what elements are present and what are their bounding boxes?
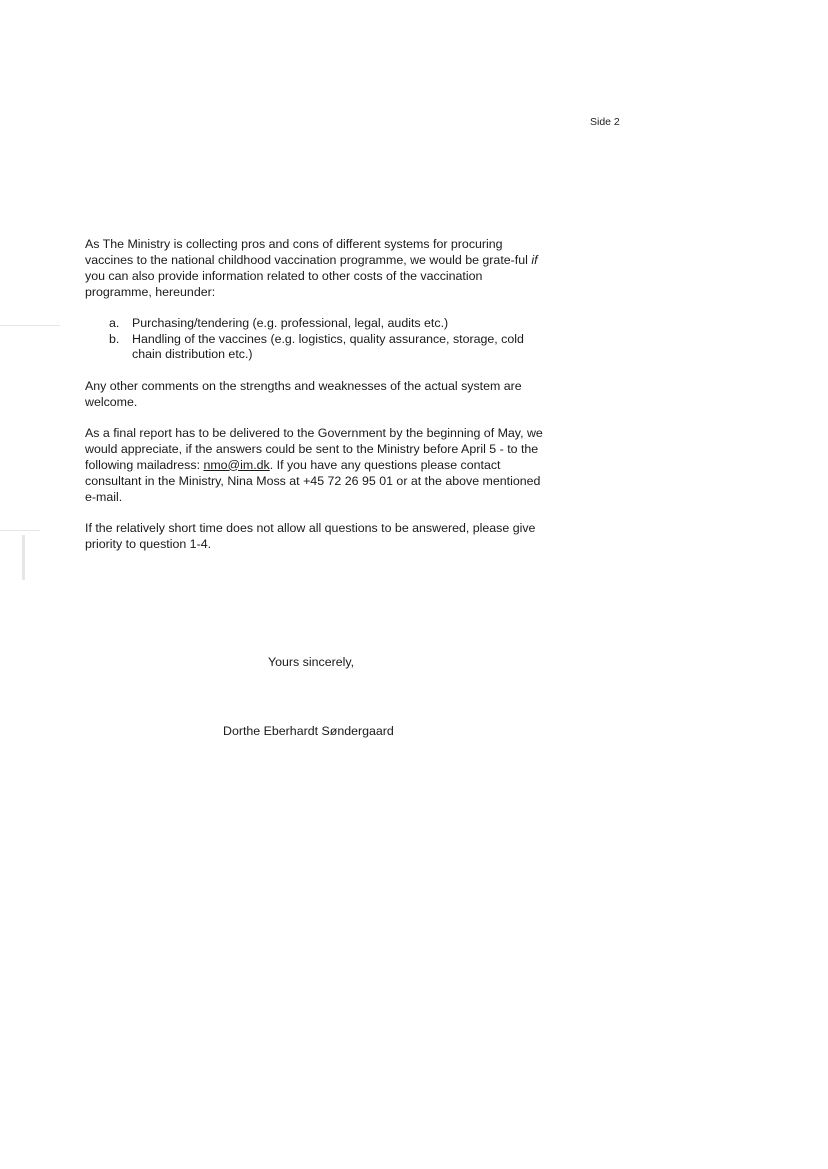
list-item [85, 316, 547, 332]
scan-mark [0, 530, 40, 531]
list-item [85, 332, 547, 363]
list-item-text: Purchasing/tendering (e.g. professional, legal, audits etc.) [132, 316, 449, 330]
intro-text-start: As The Ministry is collecting pros and cons of different systems for procuring vaccines to the national childhood vaccination programme, we would be grate-ful [85, 237, 532, 267]
report-paragraph [85, 425, 547, 505]
closing-salutation: Yours sincerely, [268, 655, 355, 669]
list-marker: a. [109, 316, 120, 330]
page-number: Side 2 [590, 116, 620, 128]
comments-paragraph: Any other comments on the strengths and weaknesses of the actual system are welcome. [85, 378, 522, 409]
scan-mark [22, 535, 25, 580]
list-marker: b. [109, 331, 120, 346]
letter-body [85, 236, 547, 552]
cost-list [85, 316, 547, 363]
list-item-text: Handling of the vaccines (e.g. logistics, quality assurance, storage, cold chain distribution etc.) [132, 331, 524, 361]
intro-paragraph [85, 236, 547, 300]
report-text-end: . If you have any questions please contact consultant in the Ministry, Nina Moss at +45 72 26 95 01 or at the above mentioned e-mail. [85, 457, 541, 504]
signatory-name: Dorthe Eberhardt Søndergaard [223, 724, 394, 738]
priority-paragraph: If the relatively short time does not allow all questions to be answered, please give priority to question 1-4. [85, 520, 536, 551]
email-link[interactable]: nmo@im.dk [203, 457, 270, 472]
scan-mark [0, 325, 60, 326]
report-text-start: As a final report has to be delivered to the Government by the beginning of May, we would appreciate, if the answers could be sent to the Ministry before April 5 - to the following mailadress: [85, 425, 543, 472]
intro-text-end: you can also provide information related to other costs of the vaccination programme, hereunder: [85, 269, 483, 299]
intro-emphasis: if [531, 253, 538, 267]
